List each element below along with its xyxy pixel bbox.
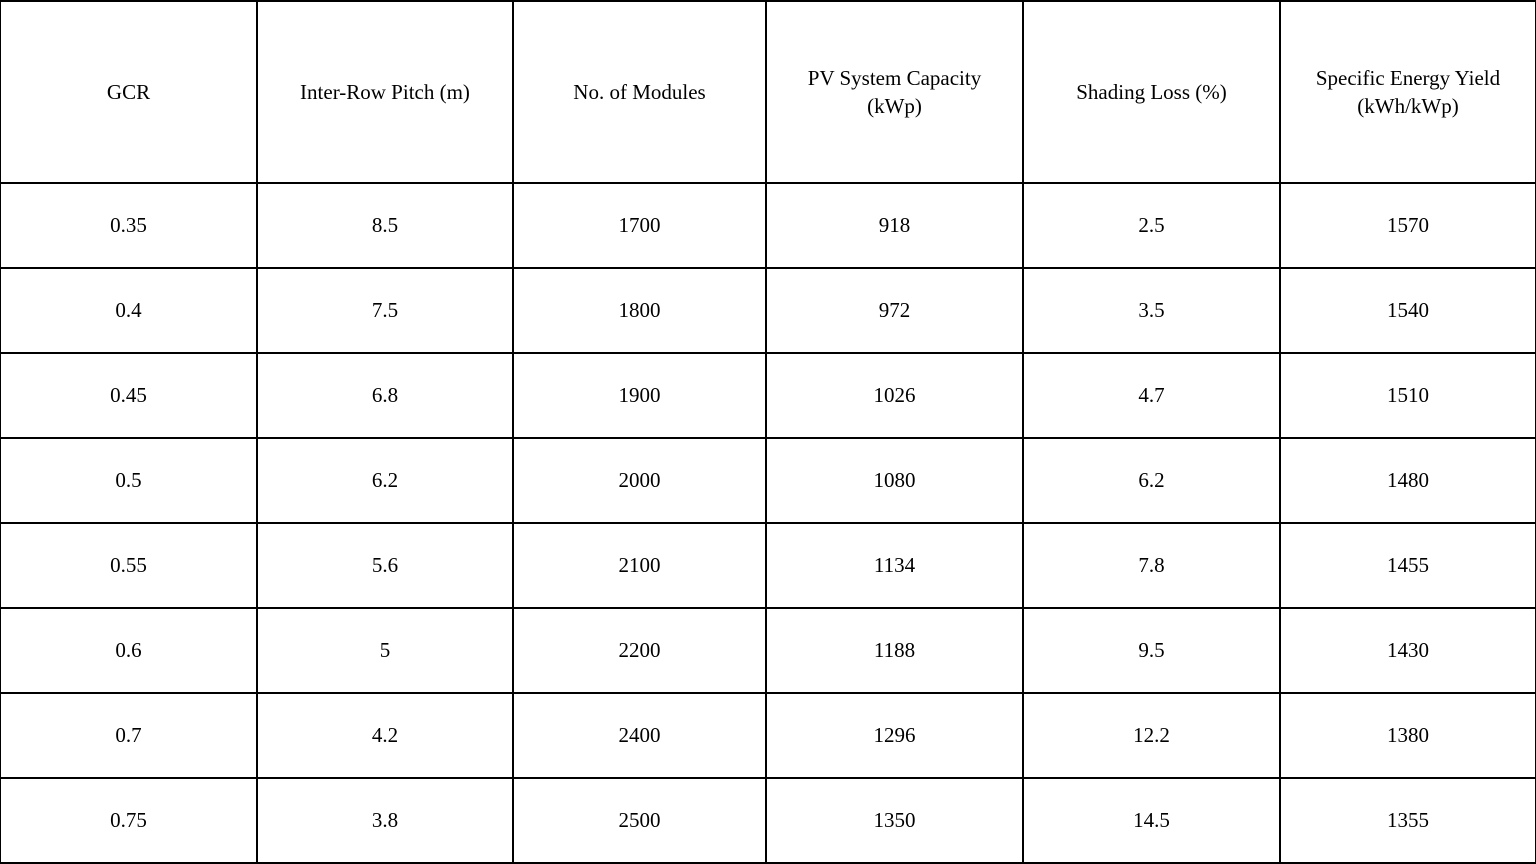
table-row [0, 353, 1536, 438]
column-header-pitch-line1: Inter-Row Pitch (m) [300, 79, 470, 104]
column-header-yield-line1: Specific Energy Yield [1315, 65, 1501, 90]
cell-pitch: 4.2 [257, 693, 513, 778]
table-row [0, 608, 1536, 693]
table-row [0, 438, 1536, 523]
column-header-capacity-line1: PV System Capacity [807, 65, 982, 90]
cell-modules: 1900 [513, 353, 766, 438]
cell-modules: 2100 [513, 523, 766, 608]
cell-gcr: 0.4 [0, 268, 257, 353]
cell-capacity: 972 [766, 268, 1023, 353]
cell-shading: 6.2 [1023, 438, 1280, 523]
cell-gcr: 0.6 [0, 608, 257, 693]
cell-yield: 1380 [1280, 693, 1536, 778]
cell-gcr: 0.45 [0, 353, 257, 438]
cell-yield: 1540 [1280, 268, 1536, 353]
cell-pitch: 3.8 [257, 778, 513, 863]
column-header-capacity-line2: (kWp) [867, 94, 922, 118]
cell-pitch: 8.5 [257, 183, 513, 268]
cell-yield: 1355 [1280, 778, 1536, 863]
cell-modules: 2400 [513, 693, 766, 778]
cell-capacity: 1134 [766, 523, 1023, 608]
cell-capacity: 1188 [766, 608, 1023, 693]
column-header-modules-line1: No. of Modules [573, 79, 706, 104]
cell-capacity: 918 [766, 183, 1023, 268]
cell-pitch: 5 [257, 608, 513, 693]
cell-gcr: 0.75 [0, 778, 257, 863]
column-header-yield-line2: (kWh/kWp) [1357, 94, 1459, 118]
cell-modules: 2500 [513, 778, 766, 863]
cell-shading: 4.7 [1023, 353, 1280, 438]
cell-shading: 7.8 [1023, 523, 1280, 608]
column-header-shading [1023, 1, 1280, 183]
cell-shading: 2.5 [1023, 183, 1280, 268]
cell-shading: 14.5 [1023, 778, 1280, 863]
cell-pitch: 5.6 [257, 523, 513, 608]
cell-gcr: 0.55 [0, 523, 257, 608]
cell-gcr: 0.35 [0, 183, 257, 268]
cell-yield: 1430 [1280, 608, 1536, 693]
cell-modules: 1700 [513, 183, 766, 268]
column-header-capacity [766, 1, 1023, 183]
cell-capacity: 1296 [766, 693, 1023, 778]
cell-pitch: 6.2 [257, 438, 513, 523]
cell-shading: 12.2 [1023, 693, 1280, 778]
cell-modules: 1800 [513, 268, 766, 353]
column-header-pitch [257, 1, 513, 183]
column-header-modules [513, 1, 766, 183]
column-header-gcr-line1: GCR [106, 79, 151, 104]
cell-yield: 1510 [1280, 353, 1536, 438]
cell-shading: 3.5 [1023, 268, 1280, 353]
cell-capacity: 1026 [766, 353, 1023, 438]
cell-modules: 2200 [513, 608, 766, 693]
table-row [0, 693, 1536, 778]
cell-pitch: 6.8 [257, 353, 513, 438]
table-row [0, 778, 1536, 863]
column-header-shading-line1: Shading Loss (%) [1076, 79, 1227, 104]
cell-gcr: 0.7 [0, 693, 257, 778]
table-header-row [0, 1, 1536, 183]
column-header-gcr [0, 1, 257, 183]
cell-pitch: 7.5 [257, 268, 513, 353]
table-header [0, 1, 1536, 183]
table-row [0, 268, 1536, 353]
column-header-yield [1280, 1, 1536, 183]
cell-yield: 1570 [1280, 183, 1536, 268]
cell-shading: 9.5 [1023, 608, 1280, 693]
table-row [0, 183, 1536, 268]
cell-capacity: 1350 [766, 778, 1023, 863]
table-row [0, 523, 1536, 608]
cell-gcr: 0.5 [0, 438, 257, 523]
cell-modules: 2000 [513, 438, 766, 523]
table-body [0, 183, 1536, 863]
cell-capacity: 1080 [766, 438, 1023, 523]
cell-yield: 1480 [1280, 438, 1536, 523]
cell-yield: 1455 [1280, 523, 1536, 608]
